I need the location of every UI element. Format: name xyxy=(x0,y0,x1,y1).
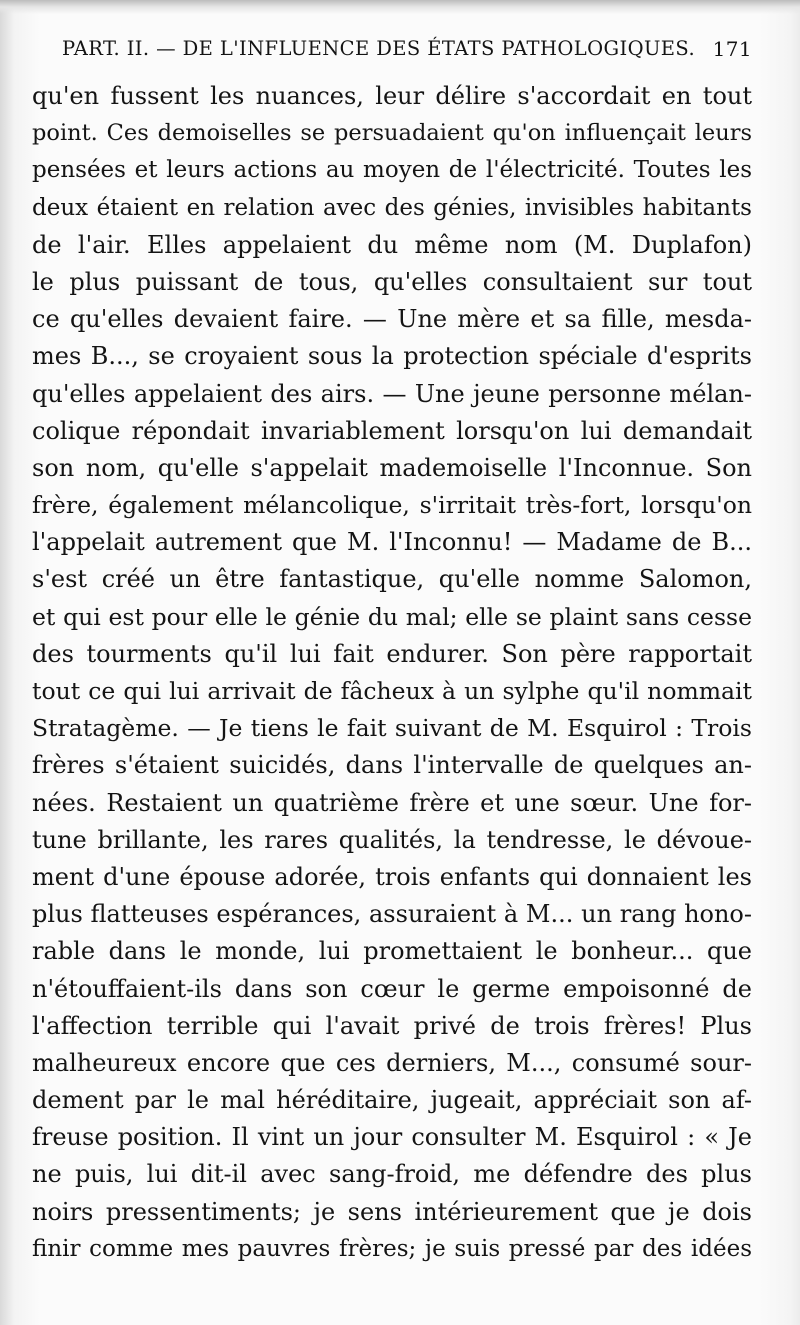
text-line: finir comme mes pauvres frères; je suis pressé par des idées xyxy=(32,1235,752,1262)
text-line: l'affection terrible qui l'avait privé de trois frères! Plus xyxy=(32,1011,752,1040)
text-line: qu'en fussent les nuances, leur délire s'accordait en tout xyxy=(32,82,752,110)
text-line: plus flatteuses espérances, assuraient à M... un rang hono- xyxy=(32,900,752,929)
text-line: le plus puissant de tous, qu'elles consultaient sur tout xyxy=(32,267,752,296)
text-line: son nom, qu'elle s'appelait mademoiselle l'Inconnue. Son xyxy=(32,453,752,482)
text-line: ce qu'elles devaient faire. — Une mère et sa fille, mesda- xyxy=(32,305,752,334)
text-line: frère, également mélancolique, s'irritait très-fort, lorsqu'on xyxy=(32,491,752,520)
text-line: qu'elles appelaient des airs. — Une jeune personne mélan- xyxy=(32,379,752,408)
text-line: mes B..., se croyaient sous la protection spéciale d'esprits xyxy=(32,342,752,371)
body-text xyxy=(32,78,752,1268)
running-title: PART. II. — DE L'INFLUENCE DES ÉTATS PATHOLOGIQUES. xyxy=(62,37,696,60)
text-line: tune brillante, les rares qualités, la tendresse, le dévoue- xyxy=(32,825,752,854)
text-line: des tourments qu'il lui fait endurer. Son père rapportait xyxy=(32,639,752,668)
text-line: rable dans le monde, lui promettaient le bonheur... que xyxy=(32,937,752,966)
text-line: point. Ces demoiselles se persuadaient qu'on influençait leurs xyxy=(32,120,752,147)
text-line: colique répondait invariablement lorsqu'on lui demandait xyxy=(32,416,752,445)
text-line: malheureux encore que ces derniers, M..., consumé sour- xyxy=(32,1048,752,1077)
text-line: frères s'étaient suicidés, dans l'intervalle de quelques an- xyxy=(32,751,752,780)
text-line: nées. Restaient un quatrième frère et une sœur. Une for- xyxy=(32,788,752,817)
text-line: s'est créé un être fantastique, qu'elle nomme Salomon, xyxy=(32,565,752,594)
page-number: 171 xyxy=(712,37,752,61)
text-line: deux étaient en relation avec des génies, invisibles habitants xyxy=(32,194,752,221)
text-line: tout ce qui lui arrivait de fâcheux à un sylphe qu'il nommait xyxy=(32,677,752,705)
text-line: l'appelait autrement que M. l'Inconnu! — Madame de B... xyxy=(32,528,752,557)
text-line: dement par le mal héréditaire, jugeait, appréciait son af- xyxy=(32,1086,752,1115)
text-line: ne puis, lui dit-il avec sang-froid, me défendre des plus xyxy=(32,1160,752,1189)
text-line: et qui est pour elle le génie du mal; elle se plaint sans cesse xyxy=(32,602,752,631)
page-top-shadow xyxy=(0,0,800,14)
text-line: ment d'une épouse adorée, trois enfants qui donnaient les xyxy=(32,862,752,891)
text-line: Stratagème. — Je tiens le fait suivant de M. Esquirol : Trois xyxy=(32,714,752,743)
text-line: de l'air. Elles appelaient du même nom (M. Duplafon) xyxy=(32,230,752,259)
text-line: freuse position. Il vint un jour consulter M. Esquirol : « Je xyxy=(32,1123,752,1152)
page-header xyxy=(62,37,752,67)
text-line: pensées et leurs actions au moyen de l'électricité. Toutes les xyxy=(32,157,752,184)
text-line: n'étouffaient-ils dans son cœur le germe empoisonné de xyxy=(32,974,752,1003)
text-line: noirs pressentiments; je sens intérieurement que je dois xyxy=(32,1197,752,1226)
